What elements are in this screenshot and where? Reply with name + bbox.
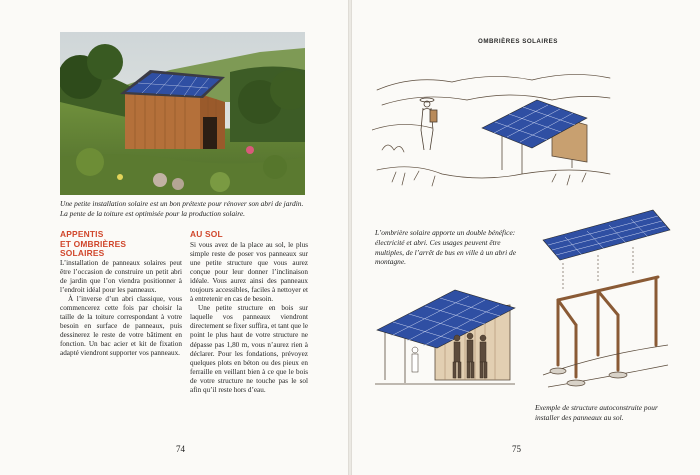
heading-line: ET OMBRIÈRES <box>60 238 127 249</box>
garden-shed-photo <box>60 32 305 195</box>
running-head: OMBRIÈRES SOLAIRES <box>478 38 558 45</box>
paragraph: Une petite structure en bois sur laquelle vos panneaux viendront directement se fixer suffira, et tant que le point le plus haut de votre structure ne dépasse pas 1,80 m, vous n’aurez rien à déclarer. Pour les fondations, prévoyez quelques plots en béton ou des pieux en ferraille en veillant bien à ce que le bois de votre structure ne touche pas le sol afin qu’il reste hors d’eau. <box>190 304 309 394</box>
paragraph: Si vous avez de la place au sol, le plus simple reste de poser vos panneaux sur une petite structure que vous aurez conçue pour leur donner l’inclinaison idéale. Vous aurez ainsi des panneaux toujours accessibles, faciles à nettoyer et à entretenir en cas de besoin. <box>190 241 308 304</box>
bus-stop-illustration <box>375 280 530 390</box>
body-column-b <box>190 241 308 395</box>
page-number-right: 75 <box>512 444 521 454</box>
section-heading-au-sol: AU SOL <box>190 229 223 239</box>
heading-line: SOLAIRES <box>60 248 105 259</box>
shelter-caption: L’ombrière solaire apporte un double bénéfice: électricité et abri. Ces usages peuvent être multiples, de l’arrêt de bus en ville à un abri de montagne. <box>375 228 517 267</box>
paragraph: À l’inverse d’un abri classique, vous commencerez cette fois par choisir la taille de la toiture correspondant à votre besoin en surface de panneaux, puis dessinerez le reste de votre bâtiment en fonction. Un bac acier et kit de fixation adapté viendront supporter vos panneaux. <box>60 295 182 358</box>
ground-structure-illustration <box>538 205 673 400</box>
paragraph: L’installation de panneaux solaires peut être l’occasion de construire un petit abri de jardin que l’on viendra positionner à l’endroit idéal pour les panneaux. <box>60 259 182 295</box>
structure-caption: Exemple de structure autoconstruite pour installer des panneaux au sol. <box>535 403 658 422</box>
photo-caption: Une petite installation solaire est un bon prétexte pour rénover son abri de jardin. La pente de la toiture est optimisée pour la production solaire. <box>60 199 304 218</box>
heading-line: APPENTIS <box>60 229 104 239</box>
page-number-left: 74 <box>176 444 185 454</box>
mountain-shelter-illustration <box>372 70 612 200</box>
body-column-a <box>60 259 182 359</box>
section-heading-appentis <box>60 230 180 259</box>
